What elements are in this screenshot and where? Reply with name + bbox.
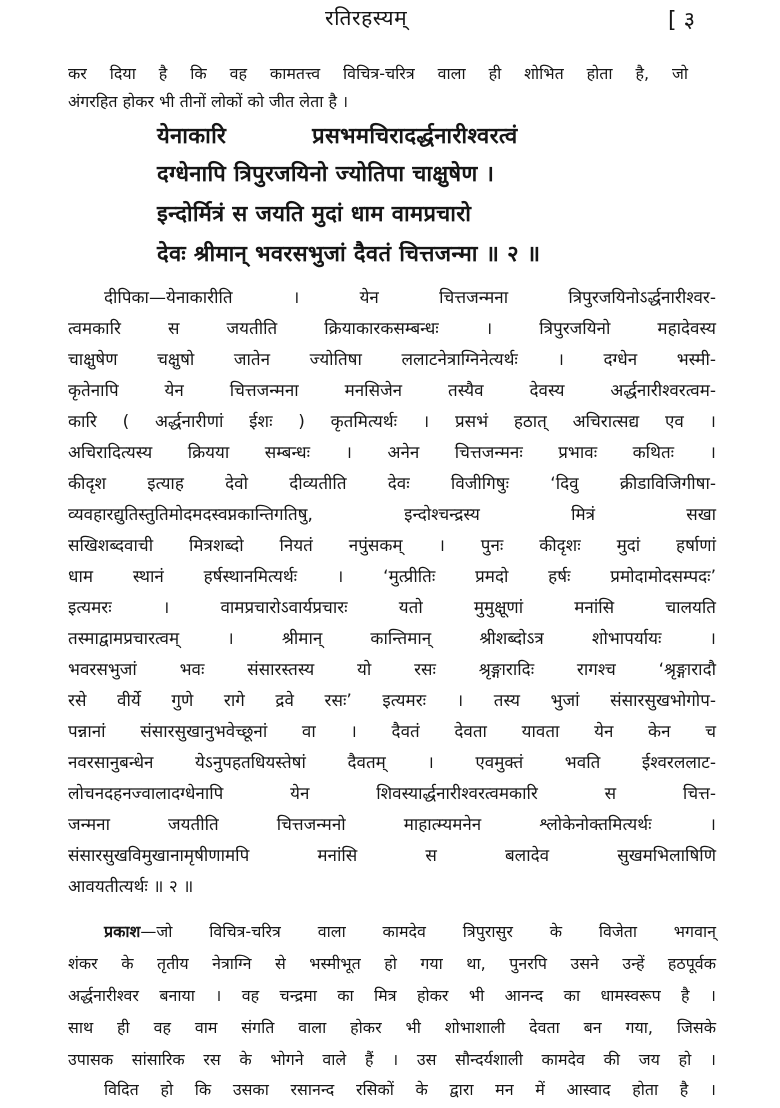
dipika-line: रसे वीर्ये गुणे रागे द्रवे रसः’ इत्यमरः । तस्य भुजां संसारसुखभोगोप- (68, 691, 716, 711)
dipika-line: संसारसुखविमुखानामृषीणामपि मनांसि स बलादेव सुखमभिलाषिणि (68, 846, 716, 866)
prakash-line: प्रकाश—जो विचित्र-चरित्र वाला कामदेव त्रिपुरासुर के विजेता भगवान् (104, 922, 716, 941)
dipika-line: पन्नानां संसारसुखानुभवेच्छूनां वा । दैवतं देवता यावता येन केन च (68, 722, 716, 742)
verse-line-1 (157, 120, 518, 154)
dipika-line: धाम स्थानं हर्षस्थानमित्यर्थः । ‘मुत्प्रीतिः प्रमदो हर्षः प्रमोदामोदसम्पदः’ (68, 567, 716, 587)
dipika-line: भवरसभुजां भवः संसारस्तस्य यो रसः श्रृङ्गारादिः रागश्च ‘श्रृङ्गारादौ (68, 660, 716, 680)
prakash-line: साथ ही वह वाम संगति वाला होकर भी शोभाशाली देवता बन गया, जिसके (68, 1018, 716, 1037)
intro-line: अंगरहित होकर भी तीनों लोकों को जीत लेता है । (68, 92, 349, 111)
dipika-line: आवयतीत्यर्थः ॥ २ ॥ (68, 877, 194, 897)
dipika-line: लोचनदहनज्वालादग्धेनापि येन शिवस्यार्द्धनारीश्वरत्वमकारि स चित्त- (68, 784, 716, 804)
dipika-line: कीदृश इत्याह देवो दीव्यतीति देवः विजीगिषुः ‘दिवु क्रीडाविजिगीषा- (68, 474, 716, 494)
dipika-line: कृतेनापि येन चित्तजन्मना मनसिजेन तस्यैव देवस्य अर्द्धनारीश्वरत्वम- (68, 381, 716, 401)
prakash-line: विदित हो कि उसका रसानन्द रसिकों के द्वारा मन में आस्वाद होता है । (104, 1080, 716, 1099)
verse-line-3: इन्दोर्मित्रं स जयति मुदां धाम वामप्रचारो (157, 202, 472, 227)
dipika-line: कारि ( अर्द्धनारीणां ईशः ) कृतमित्यर्थः । प्रसभं हठात् अचिरात्सद्य एव । (68, 412, 716, 432)
verse-line-1-part-b: प्रसभमचिराद‍र्द्धनारीश्वरत्वं (312, 124, 518, 149)
prakash-line: उपासक सांसारिक रस के भोगने वाले हैं । उस सौन्दर्यशाली कामदेव की जय हो । (68, 1050, 716, 1069)
prakash-line: अर्द्धनारीश्वर बनाया । वह चन्द्रमा का मित्र होकर भी आनन्द का धामस्वरूप है । (68, 986, 716, 1005)
dipika-line: दीपिका—येनाकारीति । येन चित्तजन्मना त्रिपुरजयिनोऽर्द्धनारीश्वर- (104, 288, 716, 308)
dipika-line: तस्माद्वामप्रचारत्वम् । श्रीमान् कान्तिमान् श्रीशब्दोऽत्र शोभापर्यायः । (68, 629, 716, 649)
page-number: [ ३ (668, 8, 696, 33)
prakash-line: शंकर के तृतीय नेत्राग्नि से भस्मीभूत हो गया था, पुनरपि उसने उन्हें हठपूर्वक (68, 954, 716, 973)
verse-line-1-part-a: येनाकारि (157, 124, 227, 149)
running-header (0, 4, 780, 34)
prakash-label: प्रकाश (104, 922, 141, 941)
dipika-line: नवरसानुबन्धेन येऽनुपहतधियस्तेषां दैवतम् । एवमुक्तं भवति ईश्वरललाट- (68, 753, 716, 773)
book-title: रतिरहस्यम् (325, 6, 408, 30)
dipika-line: अचिरादित्यस्य क्रियया सम्बन्धः । अनेन चित्तजन्मनः प्रभावः कथितः । (68, 443, 716, 463)
dipika-line: चाक्षुषेण चक्षुषो जातेन ज्योतिषा ललाटनेत्राग्निनेत्यर्थः । दग्धेन भस्मी- (68, 350, 716, 370)
dipika-line: इत्यमरः । वामप्रचारोऽवार्यप्रचारः यतो मुमुक्षूणां मनांसि चालयति (68, 598, 716, 618)
verse-line-2: दग्धेनापि त्रिपुरजयिनो ज्योतिपा चाक्षुषेण । (157, 162, 495, 187)
dipika-line: जन्मना जयतीति चित्तजन्मनो माहात्म्यमनेन श्लोकेनोक्तमित्यर्थः । (68, 815, 716, 835)
dipika-label: दीपिका (104, 288, 149, 308)
verse-line-4: देवः श्रीमान् भवरसभुजां दैवतं चित्तजन्मा ॥ २ ॥ (157, 242, 541, 267)
intro-line: कर दिया है कि वह कामतत्त्व विचित्र-चरित्र वाला ही शोभित होता है, जो (68, 64, 688, 83)
dipika-line: सखिशब्दवाची मित्रशब्दो नियतं नपुंसकम् । पुनः कीदृशः मुदां हर्षाणां (68, 536, 716, 556)
dipika-line: व्यवहारद्युतिस्तुतिमोदमदस्वप्नकान्तिगतिषु, इन्दोश्चन्द्रस्य मित्रं सखा (68, 505, 716, 525)
dipika-line: त्वमकारि स जयतीति क्रियाकारकसम्बन्धः । त्रिपुरजयिनो महादेवस्य (68, 319, 716, 339)
